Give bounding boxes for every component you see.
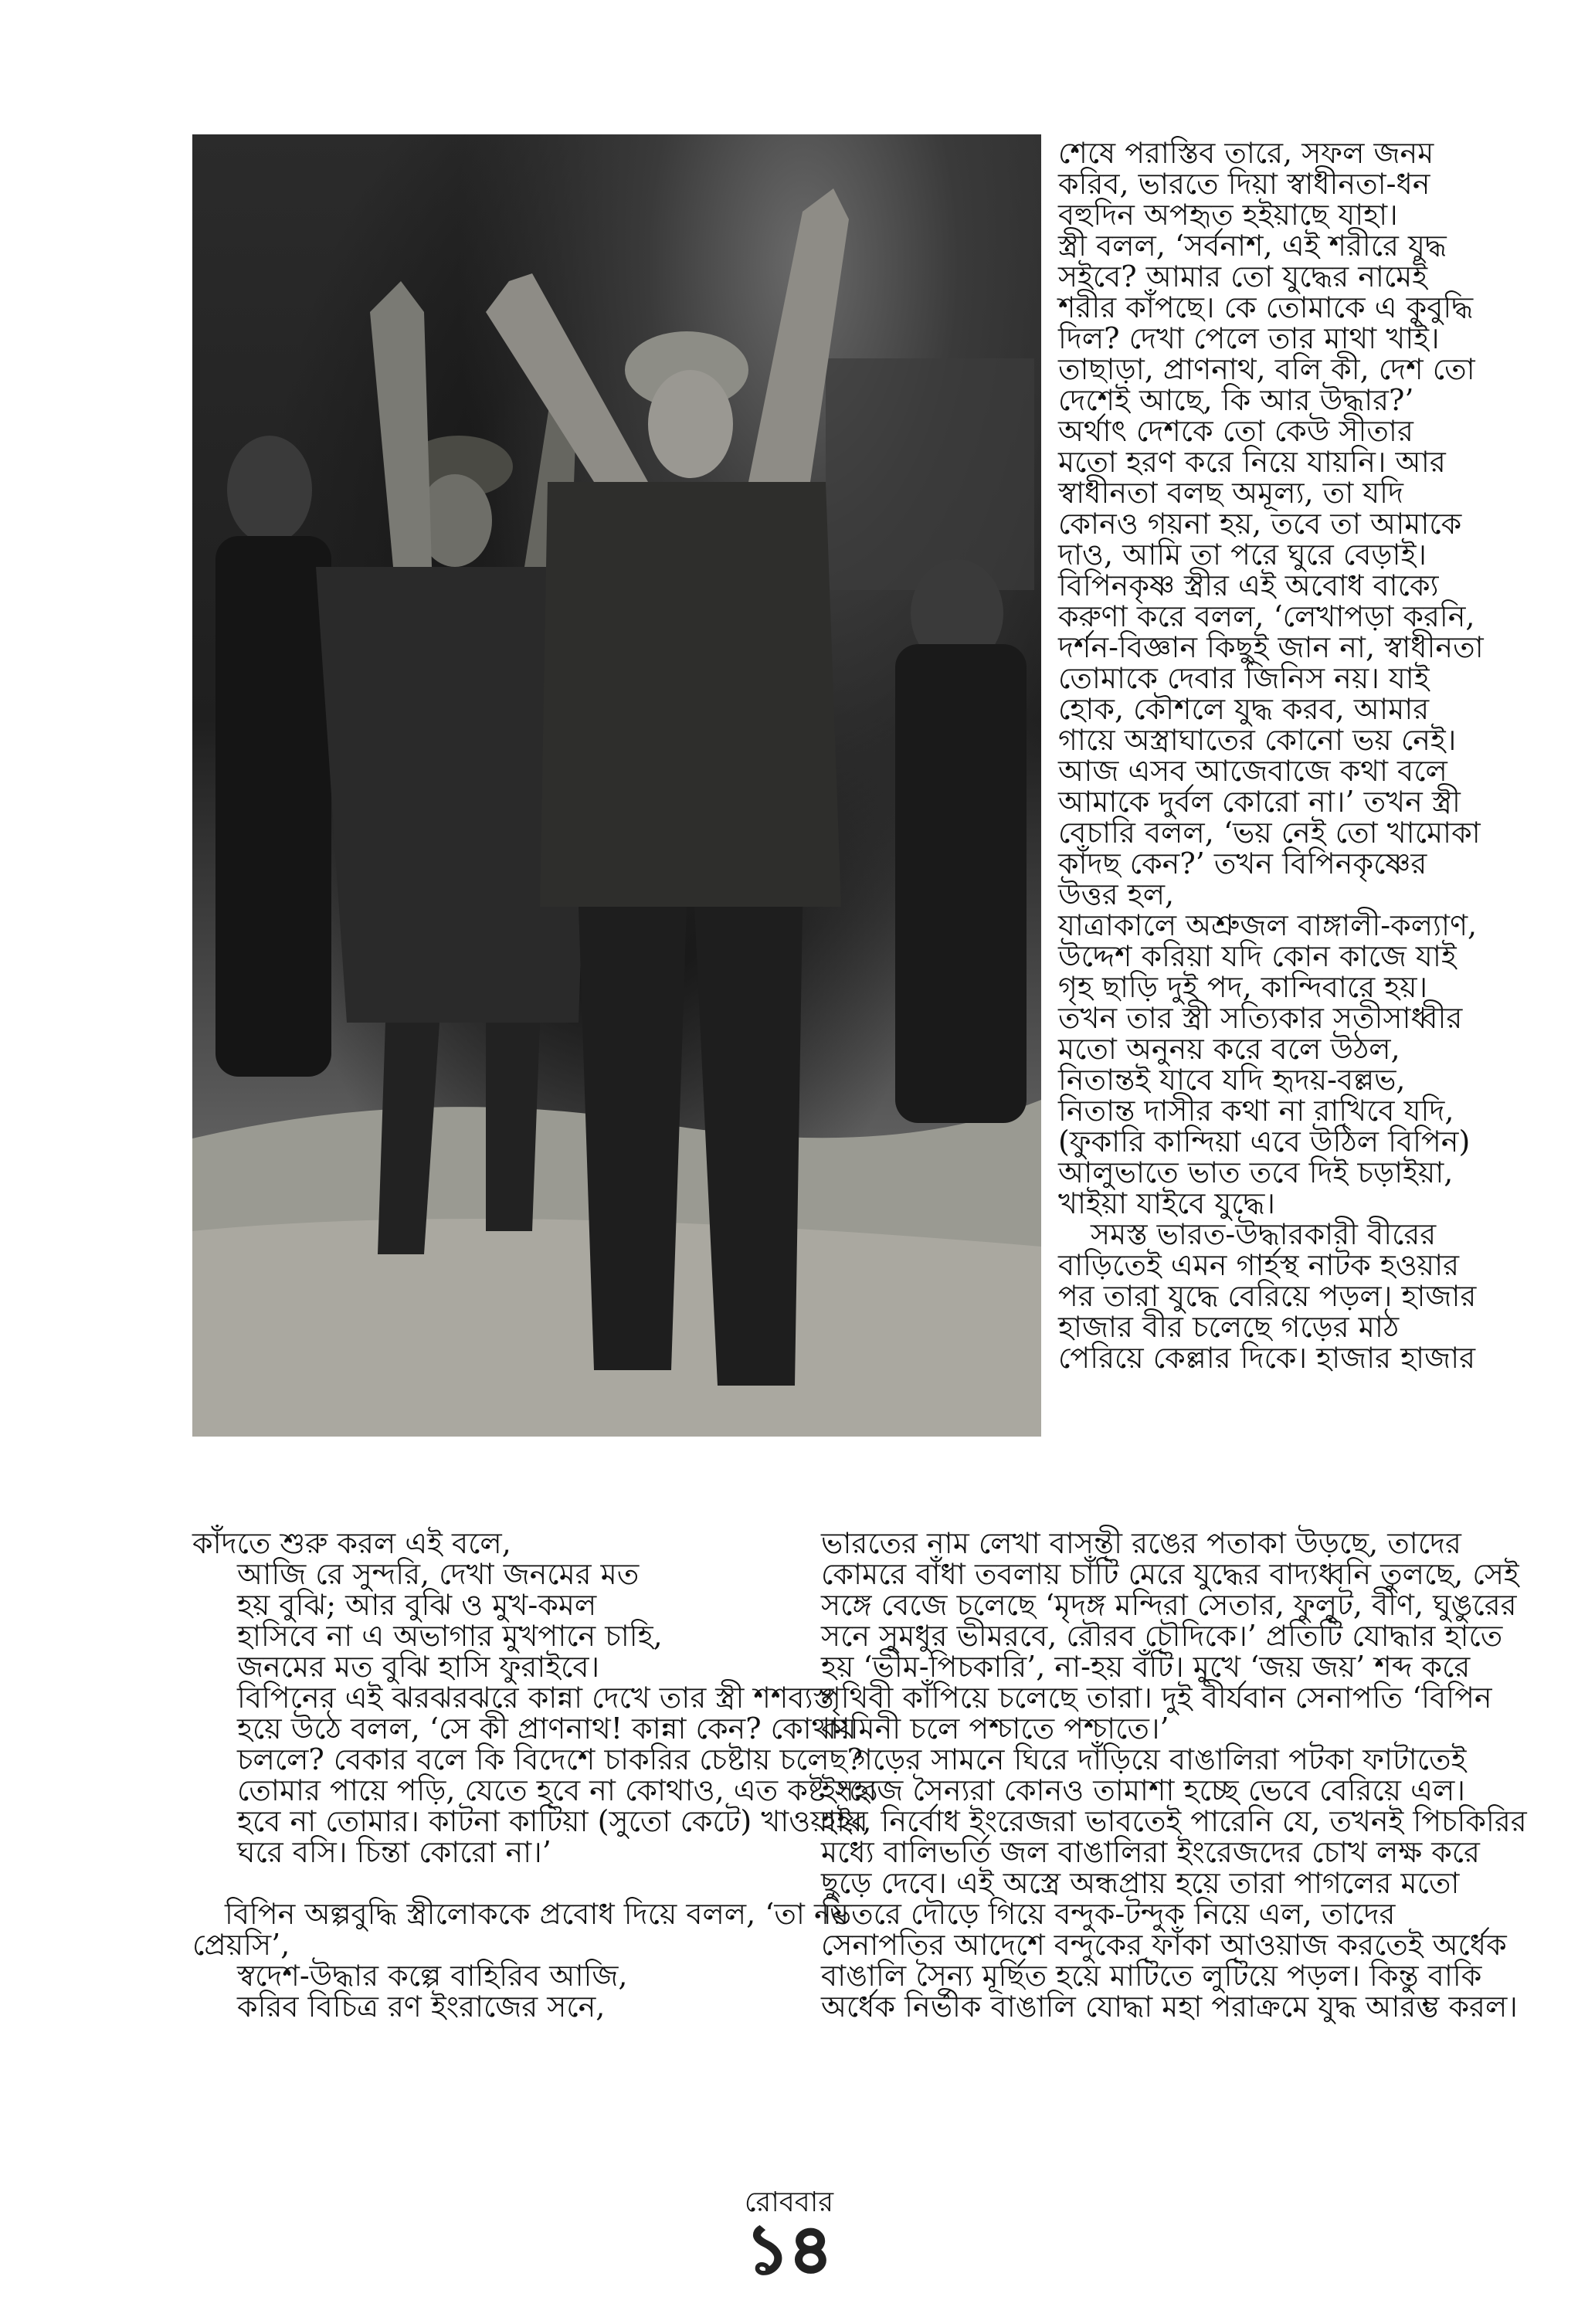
verse-line: আজি রে সুন্দরি, দেখা জনমের মত xyxy=(237,1557,640,1591)
text-line: ভারতের নাম লেখা বাসন্তী রঙের পতাকা উড়ছে, তাদের xyxy=(821,1526,1461,1560)
text-line: দাও, আমি তা পরে ঘুরে বেড়াই। xyxy=(1058,538,1427,572)
text-line: দিল? দেখা পেলে তার মাথা খাই। xyxy=(1058,321,1440,355)
text-line: বিপিন অল্পবুদ্ধি স্ত্রীলোককে প্রবোধ দিয়ে বলল, ‘তা নয় xyxy=(225,1897,850,1931)
text-line: স্ত্রী বলল, ‘সর্বনাশ, এই শরীরে যুদ্ধ xyxy=(1058,229,1447,263)
verse-line: জনমের মত বুঝি হাসি ফুরাইবে। xyxy=(237,1650,600,1684)
text-line: হবে না তোমার। কাটনা কাটিয়া (সুতো কেটে) খাওয়াইব xyxy=(237,1804,868,1838)
text-line: হায়, নির্বোধ ইংরেজরা ভাবতেই পারেনি যে, তখনই পিচকিরির xyxy=(821,1804,1527,1838)
text-line: শরীর কাঁপছে। কে তোমাকে এ কুবুদ্ধি xyxy=(1058,290,1474,324)
text-line: মতো অনুনয় করে বলে উঠল, xyxy=(1058,1032,1400,1066)
text-line: বেচারি বলল, ‘ভয় নেই তো খামোকা xyxy=(1058,816,1481,850)
text-line: তোমার পায়ে পড়ি, যেতে হবে না কোথাও, এত কষ্ট সহ্য xyxy=(237,1773,878,1807)
text-line: প্রেয়সি’, xyxy=(192,1928,290,1962)
text-line: তোমাকে দেবার জিনিস নয়। যাই xyxy=(1058,661,1430,695)
text-line: ছুড়ে দেবে। এই অস্ত্রে অন্ধপ্রায় হয়ে তারা পাগলের মতো xyxy=(821,1866,1460,1900)
text-line: ভিতরে দৌড়ে গিয়ে বন্দুক-টন্দুক নিয়ে এল, তাদের xyxy=(821,1897,1396,1931)
text-line: শেষে পরাস্তিব তারে, সফল জনম xyxy=(1058,136,1434,170)
bottom-left-column xyxy=(192,1528,878,2022)
text-line: কোমরে বাঁধা তবলায় চাঁটি মেরে যুদ্ধের বাদ্যধ্বনি তুলছে, সেই xyxy=(821,1557,1519,1591)
page-number: ১৪ xyxy=(745,2210,833,2288)
text-line: বিপিনের এই ঝরঝরঝরে কান্না দেখে তার স্ত্রী শশব্যস্ত xyxy=(237,1681,834,1715)
verse-line: হাসিবে না এ অভাগার মুখপানে চাহি, xyxy=(237,1619,663,1653)
magazine-name: রোববার xyxy=(744,2187,834,2218)
text-line: বাঙালি সৈন্য মূর্ছিত হয়ে মাটিতে লুটিয়ে পড়ল। কিন্তু বাকি xyxy=(821,1959,1482,1993)
text-line: পেরিয়ে কেল্লার দিকে। হাজার হাজার xyxy=(1058,1341,1475,1375)
verse-line: হয় বুঝি; আর বুঝি ও মুখ-কমল xyxy=(237,1588,597,1622)
text-line: সেনাপতির আদেশে বন্দুকের ফাঁকা আওয়াজ করতেই অর্ধেক xyxy=(821,1928,1507,1962)
text-line: নিতান্ত দাসীর কথা না রাখিবে যদি, xyxy=(1058,1094,1454,1128)
text-line: তখন তার স্ত্রী সত্যিকার সতীসাধ্বীর xyxy=(1058,1001,1463,1035)
text-line: বহুদিন অপহৃত হইয়াছে যাহা। xyxy=(1058,198,1398,232)
text-line: করিব, ভারতে দিয়া স্বাধীনতা-ধন xyxy=(1058,167,1430,201)
text-line: তাছাড়া, প্রাণনাথ, বলি কী, দেশ তো xyxy=(1058,352,1475,386)
text-line: কামিনী চলে পশ্চাতে পশ্চাতে।’ xyxy=(821,1712,1169,1746)
bottom-right-column xyxy=(821,1528,1527,2022)
text-line: অর্থাৎ দেশকে তো কেউ সীতার xyxy=(1058,414,1413,448)
text-line: সঙ্গে বেজে চলেছে ‘মৃদঙ্গ মন্দিরা সেতার, ফুলুট, বীণ, ঘুঙুরের xyxy=(821,1588,1517,1622)
text-line: উদ্দেশ করিয়া যদি কোন কাজে যাই xyxy=(1058,939,1457,973)
text-line: দেশেই আছে, কি আর উদ্ধার?’ xyxy=(1058,383,1414,417)
text-line: হয় ‘ভীম-পিচকারি’, না-হয় বঁটি। মুখে ‘জয় জয়’ শব্দ করে xyxy=(821,1650,1471,1684)
text-line: সইবে? আমার তো যুদ্ধের নামেই xyxy=(1058,260,1428,293)
text-line: গায়ে অস্ত্রাঘাতের কোনো ভয় নেই। xyxy=(1058,723,1457,757)
text-line: দর্শন-বিজ্ঞান কিছুই জান না, স্বাধীনতা xyxy=(1058,630,1484,664)
text-line: ঘরে বসি। চিন্তা কোরো না।’ xyxy=(237,1835,551,1869)
verse-line: করিব বিচিত্র রণ ইংরাজের সনে, xyxy=(237,1990,606,2024)
text-line: কাঁদছ কেন?’ তখন বিপিনকৃষ্ণের xyxy=(1058,846,1427,880)
photo-soldiers-surrender xyxy=(192,134,1041,1437)
text-line: আমাকে দুর্বল কোরো না।’ তখন স্ত্রী xyxy=(1058,785,1461,819)
text-line: পৃথিবী কাঁপিয়ে চলেছে তারা। দুই বীর্যবান সেনাপতি ‘বিপিন xyxy=(821,1681,1492,1715)
text-line: কোনও গয়না হয়, তবে তা আমাকে xyxy=(1058,507,1462,541)
text-line: গৃহ ছাড়ি দুই পদ, কান্দিবারে হয়। xyxy=(1058,970,1428,1004)
text-line: করুণা করে বলল, ‘লেখাপড়া করনি, xyxy=(1058,599,1475,633)
text-line: ইংরেজ সৈন্যরা কোনও তামাশা হচ্ছে ভেবে বেরিয়ে এল। xyxy=(821,1773,1465,1807)
text-line: উত্তর হল, xyxy=(1058,877,1175,911)
text-line: যাত্রাকালে অশ্রুজল বাঙ্গালী-কল্যাণ, xyxy=(1058,908,1478,942)
text-line: গড়ের সামনে ঘিরে দাঁড়িয়ে বাঙালিরা পটকা ফাটাতেই xyxy=(853,1742,1467,1776)
text-line: অর্ধেক নির্ভীক বাঙালি যোদ্ধা মহা পরাক্রমে যুদ্ধ আরম্ভ করল। xyxy=(821,1990,1518,2024)
text-line: কাঁদতে শুরু করল এই বলে, xyxy=(192,1526,511,1560)
text-line: নিতান্তই যাবে যদি হৃদয়-বল্লভ, xyxy=(1058,1063,1406,1097)
text-line: হোক, কৌশলে যুদ্ধ করব, আমার xyxy=(1058,692,1430,726)
text-line: বিপিনকৃষ্ণ স্ত্রীর এই অবোধ বাক্যে xyxy=(1058,568,1439,602)
right-column-text xyxy=(1058,137,1484,1373)
text-line: মতো হরণ করে নিয়ে যায়নি। আর xyxy=(1058,445,1446,479)
text-line: সমস্ত ভারত-উদ্ধারকারী বীরের xyxy=(1091,1217,1437,1251)
text-line: পর তারা যুদ্ধে বেরিয়ে পড়ল। হাজার xyxy=(1058,1279,1477,1313)
text-line: স্বাধীনতা বলছ অমূল্য, তা যদি xyxy=(1058,476,1404,510)
verse-line: স্বদেশ-উদ্ধার কল্পে বাহিরিব আজি, xyxy=(237,1959,628,1993)
photo-illustration xyxy=(192,134,1041,1437)
text-line: মধ্যে বালিভর্তি জল বাঙালিরা ইংরেজদের চোখ লক্ষ করে xyxy=(821,1835,1480,1869)
text-line: খাইয়া যাইবে যুদ্ধে। xyxy=(1058,1186,1276,1220)
text-line: বাড়িতেই এমন গার্হস্থ নাটক হওয়ার xyxy=(1058,1248,1459,1282)
text-line: আলুভাতে ভাত তবে দিই চড়াইয়া, xyxy=(1058,1155,1454,1189)
text-line: হাজার বীর চলেছে গড়ের মাঠ xyxy=(1058,1310,1400,1344)
text-line: আজ এসব আজেবাজে কথা বলে xyxy=(1058,754,1447,788)
text-line: সনে সুমধুর ভীমরবে, রৌরব চৌদিকে।’ প্রতিটি যোদ্ধার হাতে xyxy=(821,1619,1503,1653)
text-line: হয়ে উঠে বলল, ‘সে কী প্রাণনাথ! কান্না কেন? কোথায় xyxy=(237,1712,857,1746)
text-line: চললে? বেকার বলে কি বিদেশে চাকরির চেষ্টায় চলেছ? xyxy=(237,1742,863,1776)
text-line: (ফুকারি কান্দিয়া এবে উঠিল বিপিন) xyxy=(1058,1125,1471,1159)
